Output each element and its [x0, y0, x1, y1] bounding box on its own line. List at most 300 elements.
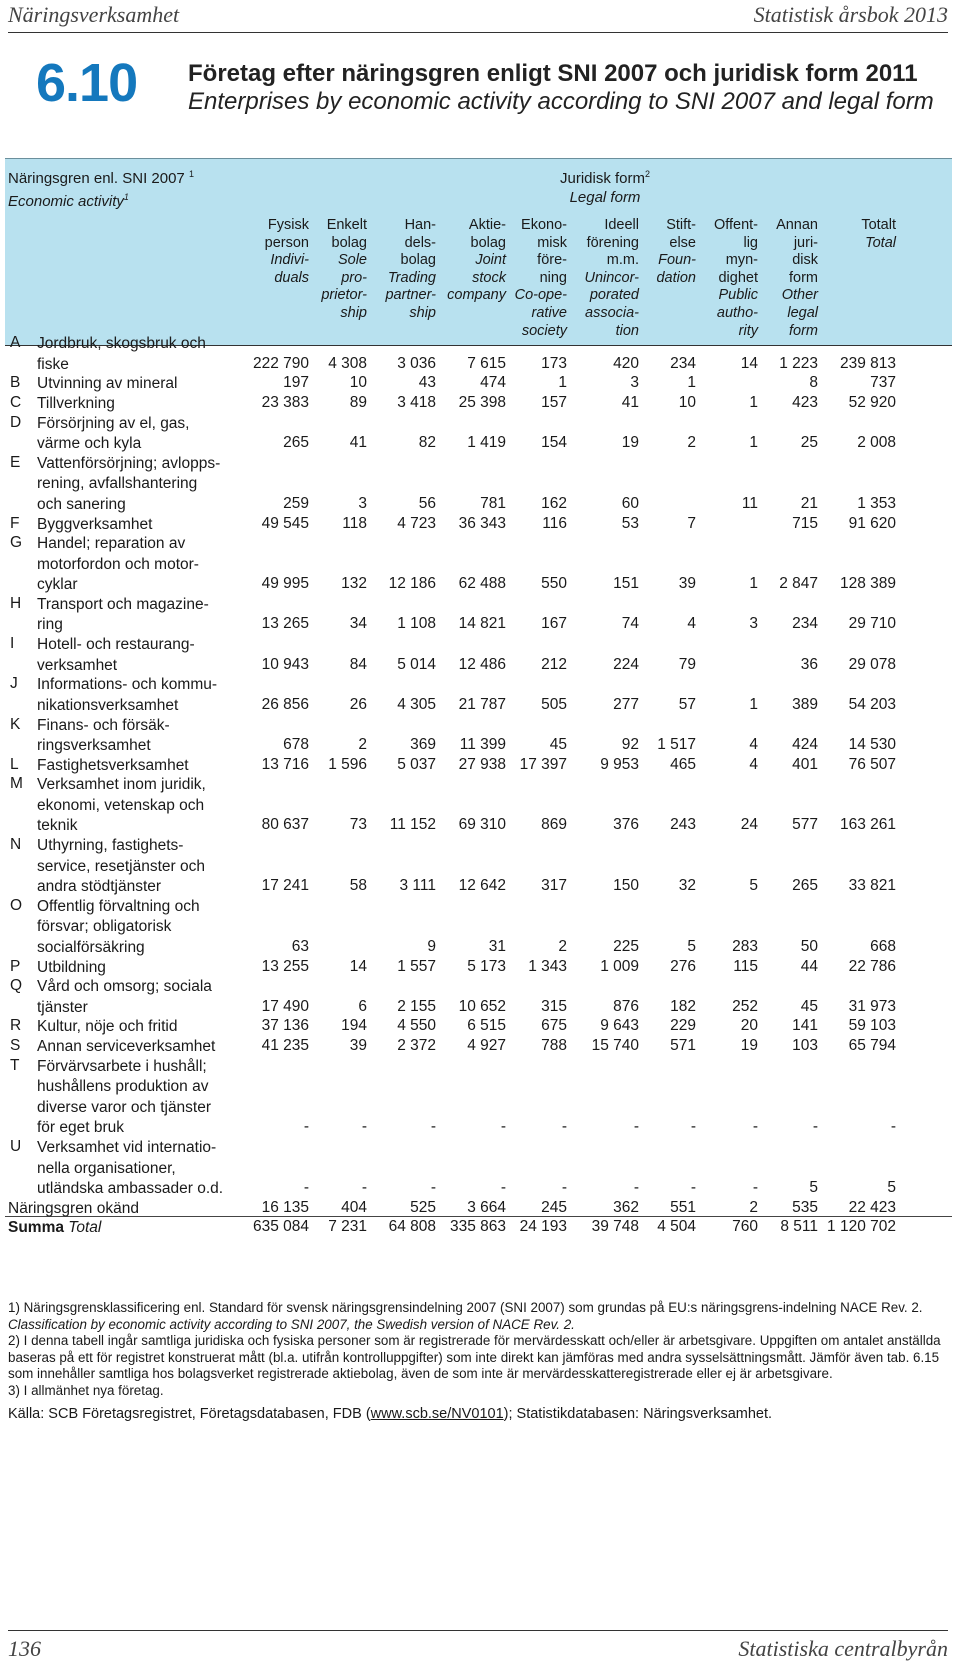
table-cell: 41	[621, 393, 639, 411]
table-cell: 63	[291, 937, 309, 955]
table-cell: 167	[541, 615, 567, 633]
table-cell: 668	[870, 937, 896, 955]
table-cell: 2	[749, 1198, 758, 1216]
table-cell: 45	[549, 736, 567, 753]
row-label	[37, 675, 247, 716]
table-cell: 163 261	[839, 816, 896, 834]
table-cell: 29 710	[848, 615, 896, 633]
table-cell: 52 920	[848, 393, 896, 411]
table-cell: 26 856	[261, 695, 309, 713]
table-cell: 76 507	[848, 755, 896, 773]
table-cell: 8 511	[780, 1218, 818, 1236]
table-cell: 118	[342, 514, 367, 532]
footer-publisher: Statistiska centralbyrån	[738, 1636, 948, 1661]
row-label	[37, 897, 247, 959]
table-cell: 1	[558, 374, 567, 392]
table-cell: 212	[541, 655, 567, 673]
column-header-sv: dels-	[404, 234, 436, 251]
row-code: T	[10, 1056, 20, 1074]
row-label	[37, 414, 247, 455]
table-cell: 277	[613, 695, 639, 713]
table-cell: 5	[887, 1179, 896, 1196]
row-label-line: motorfordon och motor-	[37, 555, 199, 573]
table-cell: 25 398	[458, 393, 506, 411]
table-cell: 33 821	[848, 877, 896, 895]
table-cell: 376	[613, 816, 639, 834]
column-header-en: Unincor-	[584, 269, 639, 286]
row-label	[37, 775, 247, 837]
table-cell: 1 343	[528, 957, 567, 975]
column-header-en: duals	[274, 269, 309, 286]
table-cell: 154	[541, 434, 567, 452]
table-cell: -	[633, 1118, 639, 1136]
row-label-line: rening, avfallshantering	[37, 475, 198, 493]
row-label-line: Förvärvsarbete i hushåll;	[37, 1057, 207, 1075]
table-cell: 80 637	[261, 816, 309, 834]
table-cell: 5	[809, 1179, 818, 1196]
table-title-en: Enterprises by economic activity according to SNI 2007 and legal form	[188, 88, 934, 115]
table-row	[5, 452, 952, 513]
table-cell: 265	[792, 877, 818, 895]
table-cell: 132	[341, 575, 367, 593]
table-cell: -	[500, 1179, 506, 1196]
row-label-line: cyklar	[37, 576, 78, 594]
table-cell: 2	[558, 937, 567, 955]
table-cell: 13 716	[261, 755, 309, 773]
table-cell: 1 557	[397, 957, 436, 975]
row-label-line: Hotell- och restaurang-	[37, 636, 195, 654]
column-header-en: Other	[781, 287, 818, 304]
stub-header	[8, 165, 194, 211]
table-cell: 34	[349, 615, 367, 633]
table-cell: 32	[678, 877, 696, 895]
table-cell: 11	[741, 494, 758, 512]
table-cell: 7 231	[328, 1218, 367, 1236]
table-cell: 876	[613, 997, 639, 1015]
row-code: U	[10, 1138, 22, 1155]
row-label-line: Annan serviceverksamhet	[37, 1038, 216, 1056]
table-cell: 2 372	[397, 1037, 436, 1055]
table-cell: -	[361, 1179, 367, 1196]
table-cell: 12 642	[458, 877, 506, 895]
table-cell: 715	[792, 514, 818, 532]
row-label-line: Verksamhet inom juridik,	[37, 776, 206, 794]
table-cell: -	[561, 1179, 567, 1196]
table-cell: 11 152	[389, 816, 436, 834]
row-code: B	[10, 374, 21, 392]
table-cell: 22 423	[848, 1198, 896, 1216]
table-cell: 56	[418, 494, 436, 512]
table-cell: 550	[541, 575, 567, 593]
column-header	[714, 217, 758, 340]
table-header	[5, 158, 952, 346]
row-label-line: Utvinning av mineral	[37, 375, 178, 393]
source-text-end: ); Statistikdatabasen: Näringsverksamhet.	[503, 1405, 773, 1422]
column-header-sv: Aktie-	[468, 217, 506, 233]
table-cell: 103	[792, 1037, 818, 1055]
table-cell: 234	[670, 354, 696, 372]
row-code: O	[10, 896, 23, 914]
table-row	[5, 513, 952, 533]
table-cell: 24 193	[519, 1218, 567, 1236]
table-cell: 577	[792, 816, 818, 834]
row-label-line: Handel; reparation av	[37, 535, 186, 553]
table-cell: 49 995	[261, 575, 309, 593]
column-header-en: Joint	[475, 252, 506, 269]
column-header-en: pro-	[341, 269, 367, 286]
row-label-line: nikationsverksamhet	[37, 696, 179, 714]
table-cell: 13 255	[261, 957, 309, 975]
table-cell: 10	[678, 393, 696, 411]
column-header-sv: juri-	[793, 234, 818, 251]
row-label-line: Utbildning	[37, 958, 106, 976]
table-cell: 84	[349, 655, 367, 673]
row-label	[37, 716, 247, 757]
table-cell: 92	[621, 736, 639, 753]
table-cell: 73	[349, 816, 367, 834]
table-cell: 151	[613, 575, 639, 593]
row-label	[37, 595, 247, 636]
row-code: J	[10, 675, 18, 693]
table-cell: 12 486	[458, 655, 506, 673]
column-header	[656, 217, 696, 287]
table-title	[188, 60, 948, 116]
table-cell: 1 009	[600, 957, 639, 975]
table-cell: 16 135	[261, 1198, 309, 1216]
stub-header-en-sup: 1	[123, 192, 129, 202]
table-row	[5, 1055, 952, 1136]
table-cell: 22 786	[848, 957, 896, 975]
column-header-sv: lig	[743, 234, 758, 251]
footer-rule	[8, 1630, 948, 1631]
table-row	[5, 1035, 952, 1055]
table-cell: 43	[418, 374, 436, 392]
table-cell: 21	[800, 494, 818, 512]
table-cell: 678	[283, 736, 309, 753]
table-cell: 29 078	[848, 655, 896, 673]
table-cell: 41 235	[261, 1037, 309, 1055]
row-label-line: teknik	[37, 817, 78, 835]
table-cell: 9	[427, 937, 436, 955]
table-row	[5, 975, 952, 1015]
row-label-line: och sanering	[37, 495, 126, 513]
column-header-en: porated	[589, 287, 639, 304]
column-header-en: associa-	[585, 304, 639, 321]
running-head-publication: Statistisk årsbok 2013	[753, 2, 948, 27]
row-code: S	[10, 1037, 21, 1055]
row-label	[37, 836, 247, 898]
stub-header-sv: Näringsgren enl. SNI 2007	[8, 170, 185, 187]
column-header-sv: Fysisk	[267, 217, 309, 233]
table-cell: -	[752, 1179, 758, 1196]
table-cell: 54 203	[848, 695, 896, 713]
table-cell: -	[303, 1179, 309, 1196]
column-header-sv: bolag	[331, 234, 367, 251]
table-cell: 2	[358, 736, 367, 753]
row-label-line: Jordbruk, skogsbruk och	[37, 335, 206, 352]
table-cell: 79	[678, 655, 696, 673]
table-cell: 12 186	[388, 575, 436, 593]
row-label	[8, 1218, 218, 1239]
table-cell: 74	[621, 615, 639, 633]
row-label	[37, 334, 247, 375]
table-cell: 7	[687, 514, 696, 532]
column-header-en: autho-	[716, 304, 758, 321]
table-cell: 89	[349, 393, 367, 411]
table-row	[5, 673, 952, 713]
table-cell: 4 504	[657, 1218, 696, 1236]
row-label-line: ekonomi, vetenskap och	[37, 796, 205, 814]
group-header-en: Legal form	[569, 189, 641, 206]
row-label-line: service, resetjänster och	[37, 857, 205, 875]
table-cell: 15 740	[591, 1037, 639, 1055]
table-cell: -	[690, 1118, 696, 1136]
table-cell: 3 418	[397, 393, 436, 411]
table-cell: 50	[800, 937, 818, 955]
row-code: C	[10, 393, 22, 411]
table-cell: 60	[621, 494, 639, 512]
row-label	[37, 454, 247, 516]
table-row	[5, 754, 952, 774]
row-code: I	[10, 635, 15, 653]
table-row	[5, 372, 952, 392]
table-cell: 2 155	[397, 997, 436, 1015]
table-cell: 5	[749, 877, 758, 895]
table-cell: 3 036	[397, 354, 436, 372]
table-cell: 9 953	[600, 755, 639, 773]
row-label	[37, 1057, 247, 1139]
table-cell: 23 383	[261, 393, 309, 411]
row-label-line: ring	[37, 616, 63, 634]
table-cell: 5 173	[467, 957, 506, 975]
row-label-line: hushållens produktion av	[37, 1078, 209, 1096]
table-cell: 14 530	[848, 736, 896, 753]
table-cell: 115	[733, 957, 758, 975]
table-cell: 389	[792, 695, 818, 713]
table-cell: 37 136	[261, 1017, 309, 1035]
table-cell: 1	[749, 575, 758, 593]
column-header	[265, 217, 309, 287]
row-code: G	[10, 534, 23, 552]
table-cell: 49 545	[261, 514, 309, 532]
table-cell: 245	[541, 1198, 567, 1216]
table-cell: 59 103	[848, 1017, 896, 1035]
column-header-en: Sole	[337, 252, 367, 269]
row-label-line: Vattenförsörjning; avlopps-	[37, 454, 221, 472]
table-cell: 760	[732, 1218, 758, 1236]
column-header-en: Trading	[387, 269, 436, 286]
table-cell: 675	[541, 1017, 567, 1035]
table-cell: 69 310	[458, 816, 506, 834]
row-label-line: Transport och magazine-	[37, 595, 209, 613]
table-cell: 474	[480, 374, 506, 392]
row-label-line: Byggverksamhet	[37, 515, 153, 533]
table-cell: -	[752, 1118, 758, 1136]
column-header-en: tion	[615, 322, 639, 339]
column-header-sv: förening	[586, 234, 639, 251]
table-cell: 335 863	[449, 1218, 506, 1236]
row-label-line: Finans- och försäk-	[37, 716, 170, 734]
row-label	[37, 635, 247, 676]
row-label-line: diverse varor och tjänster	[37, 1098, 212, 1116]
table-cell: 5 037	[397, 755, 436, 773]
row-label-line: värme och kyla	[37, 435, 142, 453]
table-cell: 8	[809, 374, 818, 392]
table-cell: 276	[670, 957, 696, 975]
table-cell: 788	[541, 1037, 567, 1055]
table-cell: -	[812, 1118, 818, 1136]
table-cell: 737	[870, 374, 896, 392]
table-cell: 424	[792, 736, 818, 753]
table-cell: 31	[488, 937, 506, 955]
table-cell: -	[361, 1118, 367, 1136]
source-link[interactable]: www.scb.se/NV0101	[370, 1405, 504, 1422]
table-cell: 404	[341, 1198, 367, 1216]
row-label-line: Summa	[8, 1219, 64, 1237]
row-label-line: fiske	[37, 355, 69, 373]
column-header-sv: ning	[539, 269, 567, 286]
table-cell: 5 014	[397, 655, 436, 673]
column-header-sv: Ideell	[604, 217, 639, 233]
column-header-en: stock	[472, 269, 506, 286]
table-cell: 362	[613, 1198, 639, 1216]
table-cell: 3	[749, 615, 758, 633]
table-row	[5, 532, 952, 593]
column-header-en: legal	[787, 304, 818, 321]
row-code: F	[10, 514, 20, 532]
table-cell: 1 108	[397, 615, 436, 633]
table-row	[5, 1216, 952, 1236]
table-cell: 157	[541, 393, 567, 411]
footnote-1-sv: 1) Näringsgrensklassificering enl. Standard för svensk näringsgrensindelning 2007 (SNI 2007) som grundas på EU:s näringsgrens-indelning NACE Rev. 2.	[8, 1300, 923, 1315]
column-header-en: company	[447, 287, 506, 304]
column-header-sv: form	[789, 269, 818, 286]
table-cell: 64 808	[388, 1218, 436, 1236]
row-label-line: ringsverksamhet	[37, 737, 151, 754]
table-cell: 465	[670, 755, 696, 773]
table-cell: 781	[480, 494, 506, 512]
column-header-sv: Han-	[404, 217, 436, 233]
table-cell: 10 652	[458, 997, 506, 1015]
table-cell: 1	[749, 434, 758, 452]
table-cell: 4 305	[397, 695, 436, 713]
table-cell: 27 938	[458, 755, 506, 773]
column-header-en: ship	[340, 304, 367, 321]
table-cell: 17 490	[261, 997, 309, 1015]
column-header-en: rity	[738, 322, 758, 339]
table-cell: 571	[670, 1037, 696, 1055]
row-label	[37, 534, 247, 596]
column-header-sv: före-	[537, 252, 567, 269]
footnote-2: 2) I denna tabell ingår samtliga juridiska och fysiska personer som är registrerade för mervärdesskatt och/eller är arbetsgivare. Uppgiften om antalet anställda baseras på ett för registret konstruerat mått (bl.a. utifrån kontrolluppgifter) som inte direkt kan jämföras med andra sysselsättningsmått. Jämför även tab. 6.15 som innehåller samtliga hos bolagsverket registrerade aktiebolag, även de som inte är mervärdesskatteregistrerade eller ej är arbetsgivare.	[8, 1333, 941, 1382]
column-header-sv: misk	[537, 234, 567, 251]
table-row	[5, 773, 952, 834]
source-note	[8, 1406, 948, 1423]
table-cell: 4	[749, 736, 758, 753]
table-cell: 14	[740, 354, 758, 372]
table-cell: 14 821	[458, 615, 506, 633]
table-row	[5, 714, 952, 754]
group-header-sv: Juridisk form	[559, 170, 645, 187]
table-cell: 225	[613, 937, 639, 955]
column-header-sv: m.m.	[606, 252, 639, 269]
row-code: H	[10, 594, 22, 612]
row-label-line: Informations- och kommu-	[37, 676, 218, 694]
footnote-3: 3) I allmänhet nya företag.	[8, 1382, 164, 1398]
table-cell: 194	[341, 1017, 367, 1035]
table-cell: 1 419	[467, 434, 506, 452]
table-cell: 14	[349, 957, 367, 975]
table-cell: 1	[749, 695, 758, 713]
column-header-sv: myn-	[725, 252, 758, 269]
table-cell: 62 488	[458, 575, 506, 593]
column-header-sv: disk	[792, 252, 818, 269]
row-label-line: för eget bruk	[37, 1119, 125, 1137]
table-cell: -	[500, 1118, 506, 1136]
table-cell: -	[890, 1118, 896, 1136]
table-cell: 317	[541, 877, 567, 895]
table-cell: -	[561, 1118, 567, 1136]
table-cell: 26	[349, 695, 367, 713]
table-cell: 128 389	[839, 575, 896, 593]
table-cell: 259	[283, 494, 309, 512]
table-cell: 505	[541, 695, 567, 713]
column-header-en: dation	[656, 269, 696, 286]
table-row	[5, 1197, 952, 1218]
table-cell: 3	[630, 374, 639, 392]
row-label-line: Näringsgren okänd	[8, 1199, 139, 1217]
column-header-sv: else	[669, 234, 696, 251]
stub-header-sup: 1	[188, 169, 194, 179]
column-header-en: society	[521, 322, 567, 339]
row-code: P	[10, 957, 21, 975]
table-cell: 401	[792, 755, 818, 773]
table-row	[5, 895, 952, 956]
table-cell: 13 265	[261, 615, 309, 633]
page-number: 136	[8, 1636, 41, 1661]
table-cell: 19	[621, 434, 639, 452]
row-code: E	[10, 453, 21, 471]
table-cell: 3 664	[467, 1198, 506, 1216]
table-cell: 420	[613, 354, 639, 372]
footnotes	[8, 1300, 948, 1422]
table-cell: 36 343	[458, 514, 506, 532]
table-row	[5, 956, 952, 976]
table-row	[5, 593, 952, 633]
row-label-line: andra stödtjänster	[37, 878, 162, 896]
column-header-sv: Annan	[776, 217, 818, 233]
table-cell: 551	[670, 1198, 696, 1216]
table-cell: 3 111	[399, 877, 436, 895]
row-label-line: Offentlig förvaltning och	[37, 897, 200, 915]
table-cell: 3	[358, 494, 367, 512]
row-label-line: försvar; obligatorisk	[37, 918, 172, 936]
source-text: Källa: SCB Företagsregistret, Företagsdatabasen, FDB (	[8, 1405, 371, 1422]
table-cell: -	[633, 1179, 639, 1196]
row-label	[37, 1138, 247, 1200]
table-cell: 57	[678, 695, 696, 713]
table-cell: 10	[349, 374, 367, 392]
table-cell: 17 397	[519, 755, 567, 773]
table-cell: 635 084	[252, 1218, 309, 1236]
column-header-en: form	[789, 322, 818, 339]
table-cell: 4 550	[397, 1017, 436, 1035]
row-code: K	[10, 715, 21, 733]
row-label-line: Fastighetsverksamhet	[37, 756, 189, 774]
row-label-line: socialförsäkring	[37, 938, 145, 956]
table-cell: 1 596	[328, 755, 367, 773]
table-cell: 4	[687, 615, 696, 633]
